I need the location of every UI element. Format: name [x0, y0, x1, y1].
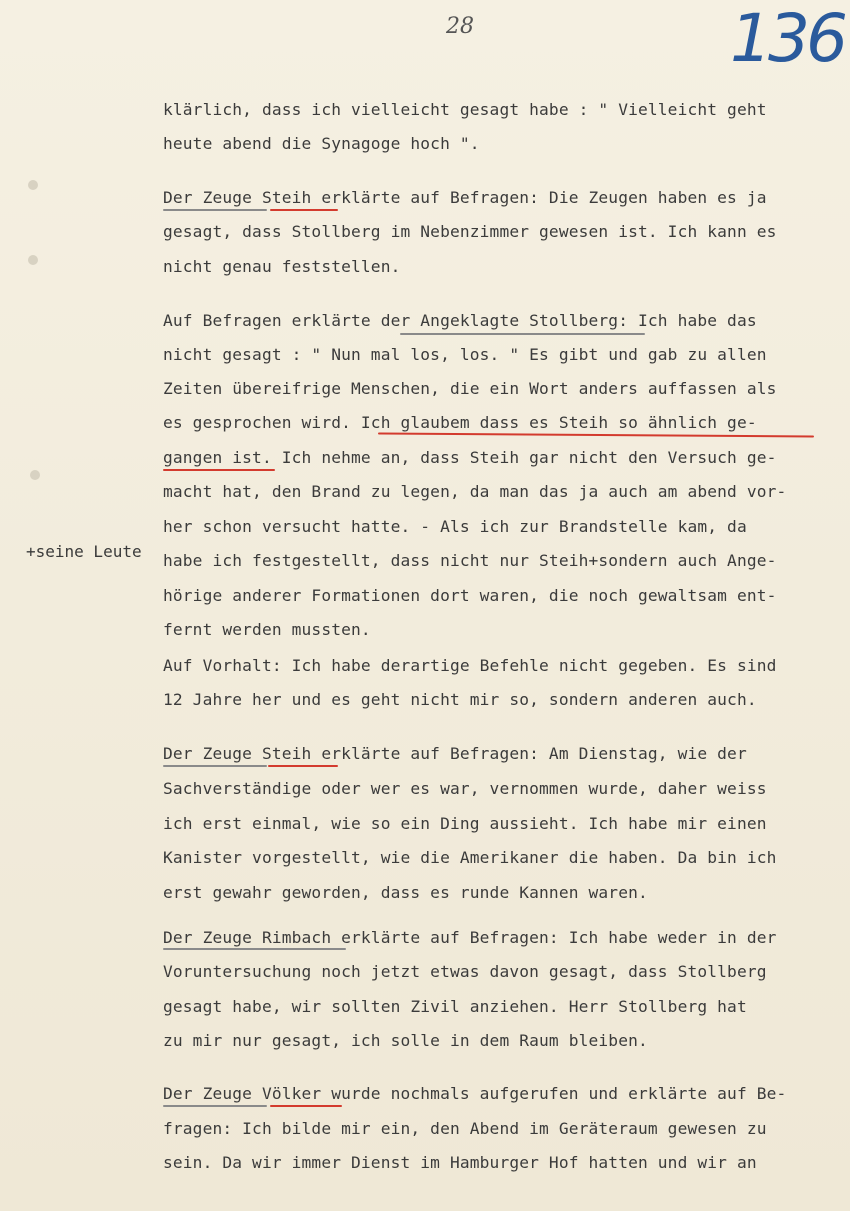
red-underline	[270, 209, 338, 211]
text-line: 12 Jahre her und es geht nicht mir so, sondern anderen auch.	[163, 690, 757, 709]
text-line: Kanister vorgestellt, wie die Amerikaner die haben. Da bin ich	[163, 848, 777, 867]
text-line: es gesprochen wird. Ich glaubem dass es Steih so ähnlich ge-	[163, 413, 757, 432]
gray-underline	[163, 765, 267, 767]
gray-underline	[163, 209, 267, 211]
text-line: fragen: Ich bilde mir ein, den Abend im Geräteraum gewesen zu	[163, 1119, 767, 1138]
text-line: Der Zeuge Steih erklärte auf Befragen: Die Zeugen haben es ja	[163, 188, 767, 207]
text-line: macht hat, den Brand zu legen, da man das ja auch am abend vor-	[163, 482, 787, 501]
text-line: Voruntersuchung noch jetzt etwas davon gesagt, dass Stollberg	[163, 962, 767, 981]
punch-hole-mark	[28, 255, 38, 265]
red-underline	[163, 469, 275, 471]
text-line: gesagt, dass Stollberg im Nebenzimmer gewesen ist. Ich kann es	[163, 222, 777, 241]
text-line: Der Zeuge Völker wurde nochmals aufgerufen und erklärte auf Be-	[163, 1084, 787, 1103]
text-line: zu mir nur gesagt, ich solle in dem Raum bleiben.	[163, 1031, 648, 1050]
text-line: klärlich, dass ich vielleicht gesagt habe : " Vielleicht geht	[163, 100, 767, 119]
text-line: ich erst einmal, wie so ein Ding aussieht. Ich habe mir einen	[163, 814, 767, 833]
text-line: Der Zeuge Steih erklärte auf Befragen: Am Dienstag, wie der	[163, 744, 747, 763]
text-line: Zeiten übereifrige Menschen, die ein Wort anders auffassen als	[163, 379, 777, 398]
gray-underline	[163, 948, 346, 950]
gray-underline	[400, 333, 645, 335]
text-line: nicht genau feststellen.	[163, 257, 401, 276]
margin-note: +seine Leute	[26, 542, 142, 561]
text-line: Der Zeuge Rimbach erklärte auf Befragen: Ich habe weder in der	[163, 928, 777, 947]
text-line: sein. Da wir immer Dienst im Hamburger Hof hatten und wir an	[163, 1153, 757, 1172]
text-line: heute abend die Synagoge hoch ".	[163, 134, 480, 153]
text-line: her schon versucht hatte. - Als ich zur Brandstelle kam, da	[163, 517, 747, 536]
text-line: Sachverständige oder wer es war, vernommen wurde, daher weiss	[163, 779, 767, 798]
text-line: fernt werden mussten.	[163, 620, 371, 639]
text-line: erst gewahr geworden, dass es runde Kannen waren.	[163, 883, 648, 902]
text-line: gangen ist. Ich nehme an, dass Steih gar nicht den Versuch ge-	[163, 448, 777, 467]
text-line: nicht gesagt : " Nun mal los, los. " Es gibt und gab zu allen	[163, 345, 767, 364]
text-line: habe ich festgestellt, dass nicht nur Steih+sondern auch Ange-	[163, 551, 777, 570]
text-line: Auf Befragen erklärte der Angeklagte Stollberg: Ich habe das	[163, 311, 757, 330]
red-underline	[378, 432, 814, 437]
text-line: hörige anderer Formationen dort waren, die noch gewaltsam ent-	[163, 586, 777, 605]
folio-number: 136	[730, 0, 844, 77]
red-underline	[270, 1105, 342, 1107]
page-number: 28	[446, 14, 474, 39]
text-line: Auf Vorhalt: Ich habe derartige Befehle nicht gegeben. Es sind	[163, 656, 777, 675]
punch-hole-mark	[28, 180, 38, 190]
punch-hole-mark	[30, 470, 40, 480]
text-line: gesagt habe, wir sollten Zivil anziehen. Herr Stollberg hat	[163, 997, 747, 1016]
red-underline	[268, 765, 338, 767]
gray-underline	[163, 1105, 267, 1107]
